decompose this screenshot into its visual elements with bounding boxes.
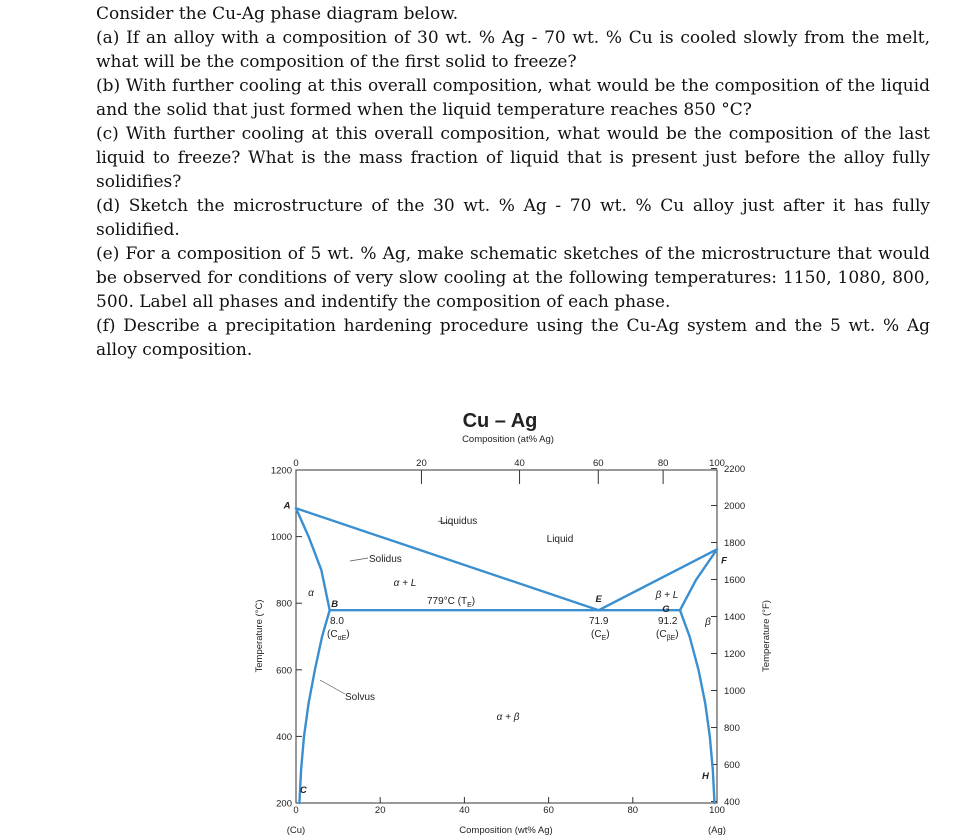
right-tick-label: 1800 (724, 538, 746, 550)
beta-symbol-text: (C (656, 629, 667, 640)
bottom-tick-label: 80 (627, 805, 639, 816)
liquidus-label: Liquidus (440, 516, 478, 527)
liquid-composition-symbol (591, 629, 610, 642)
diagram-title: Cu – Ag (462, 410, 538, 432)
bottom-tick-label: 0 (293, 805, 299, 816)
bottom-axis-label: Composition (wt% Ag) (459, 825, 553, 836)
beta-composition-symbol (656, 629, 679, 642)
liquid-symbol-close: ) (606, 629, 610, 640)
eutectic-temperature-text: 779°C (T (427, 596, 468, 607)
solidus-leader (350, 558, 368, 561)
left-tick-label: 200 (276, 798, 292, 810)
phase-curve-solvus-alpha (299, 610, 329, 803)
part-a: (a) If an alloy with a composition of 30 wt. % Ag - 70 wt. % Cu is cooled slowly from the melt, what will be the composition of the first solid to freeze? (96, 28, 930, 72)
phase-curve-solvus-beta (680, 610, 715, 803)
eutectic-close: ) (471, 596, 476, 607)
eutectic-subscript: E (467, 602, 472, 609)
plot-frame (296, 470, 717, 803)
point-label-b: B (331, 599, 339, 611)
alpha-composition-symbol (327, 629, 350, 642)
part-c: (c) With further cooling at this overall composition, what would be the composition of the last liquid to freeze? What is the mass fraction of liquid that is present just before the alloy fully solidifies? (96, 124, 930, 192)
bottom-tick-label: 60 (543, 805, 554, 816)
left-tick-label: 600 (276, 665, 292, 677)
bottom-tick-label: 20 (374, 805, 386, 816)
beta-composition-value: 91.2 (658, 616, 678, 627)
point-label-f: F (721, 555, 727, 567)
alpha-symbol-sub: αE (337, 635, 347, 642)
point-label-h: H (702, 771, 709, 782)
right-tick-label: 400 (724, 797, 740, 809)
left-tick-label: 1200 (270, 465, 292, 477)
point-label-c: C (299, 785, 307, 796)
liquid-region-label: Liquid (546, 534, 574, 545)
solidus-label: Solidus (369, 554, 402, 565)
top-tick-label: 0 (293, 458, 299, 469)
beta-plus-liquid-label: β + L (655, 590, 679, 601)
copper-label: (Cu) (286, 825, 306, 836)
bottom-tick-label: 40 (459, 805, 470, 816)
top-tick-label: 80 (657, 458, 669, 469)
right-tick-label: 1000 (724, 686, 746, 698)
left-tick-label: 400 (276, 731, 292, 743)
right-tick-label: 1600 (724, 575, 746, 587)
right-tick-label: 1200 (724, 649, 746, 661)
right-tick-label: 2000 (724, 501, 746, 513)
top-axis-label: Composition (at% Ag) (462, 434, 554, 445)
alpha-plus-liquid-label: α + L (393, 578, 417, 589)
part-b: (b) With further cooling at this overall composition, what would be the composition of the liquid and the solid that just formed when the liquid temperature reaches 850 °C? (96, 76, 930, 120)
point-label-g: G (662, 604, 670, 616)
part-d: (d) Sketch the microstructure of the 30 wt. % Ag - 70 wt. % Cu alloy just after it has fully solidified. (96, 196, 930, 240)
bottom-tick-label: 100 (709, 805, 725, 816)
point-labels (283, 500, 728, 796)
part-e: (e) For a composition of 5 wt. % Ag, make schematic sketches of the microstructure that would be observed for conditions of very slow cooling at the following temperatures: 1150, 1080, 800, 500. Label all phases and indentify the composition of each phase. (96, 244, 930, 312)
alpha-plus-beta-label: α + β (496, 712, 520, 723)
beta-region-label: β (705, 617, 711, 628)
phase-boundaries (296, 508, 717, 803)
top-tick-label: 20 (416, 458, 427, 469)
alpha-region-label: α (308, 588, 314, 599)
left-tick-label: 1000 (270, 532, 292, 544)
eutectic-temperature-label (427, 596, 475, 609)
alpha-composition-value: 8.0 (330, 616, 344, 627)
left-axis-label: Temperature (°C) (254, 599, 265, 673)
top-tick-label: 40 (514, 458, 525, 469)
liquid-composition-value: 71.9 (589, 616, 609, 627)
silver-label: (Ag) (708, 825, 726, 836)
left-tick-label: 800 (276, 598, 292, 610)
solvus-label: Solvus (345, 692, 376, 703)
point-label-a: A (283, 500, 291, 512)
solvus-leader (320, 680, 345, 694)
part-f: (f) Describe a precipitation hardening procedure using the Cu-Ag system and the 5 wt. % Ag alloy composition. (96, 316, 930, 360)
top-tick-label: 60 (592, 458, 604, 469)
alpha-symbol-close: ) (346, 629, 350, 640)
alpha-symbol-text: (C (327, 629, 338, 640)
right-tick-label: 2200 (724, 464, 746, 476)
liquid-symbol-text: (C (591, 629, 602, 640)
right-axis-label: Temperature (°F) (761, 600, 772, 672)
beta-symbol-sub: βE (666, 635, 676, 642)
right-tick-label: 800 (724, 723, 740, 735)
phase-curve-liquidus-ag (599, 549, 717, 610)
problem-intro: Consider the Cu-Ag phase diagram below. (96, 4, 459, 24)
right-tick-label: 1400 (724, 612, 746, 624)
top-tick-label: 100 (709, 458, 725, 469)
liquid-symbol-sub: E (601, 635, 607, 642)
beta-symbol-close: ) (675, 629, 679, 640)
right-tick-label: 600 (724, 760, 740, 772)
point-label-e: E (595, 594, 602, 606)
